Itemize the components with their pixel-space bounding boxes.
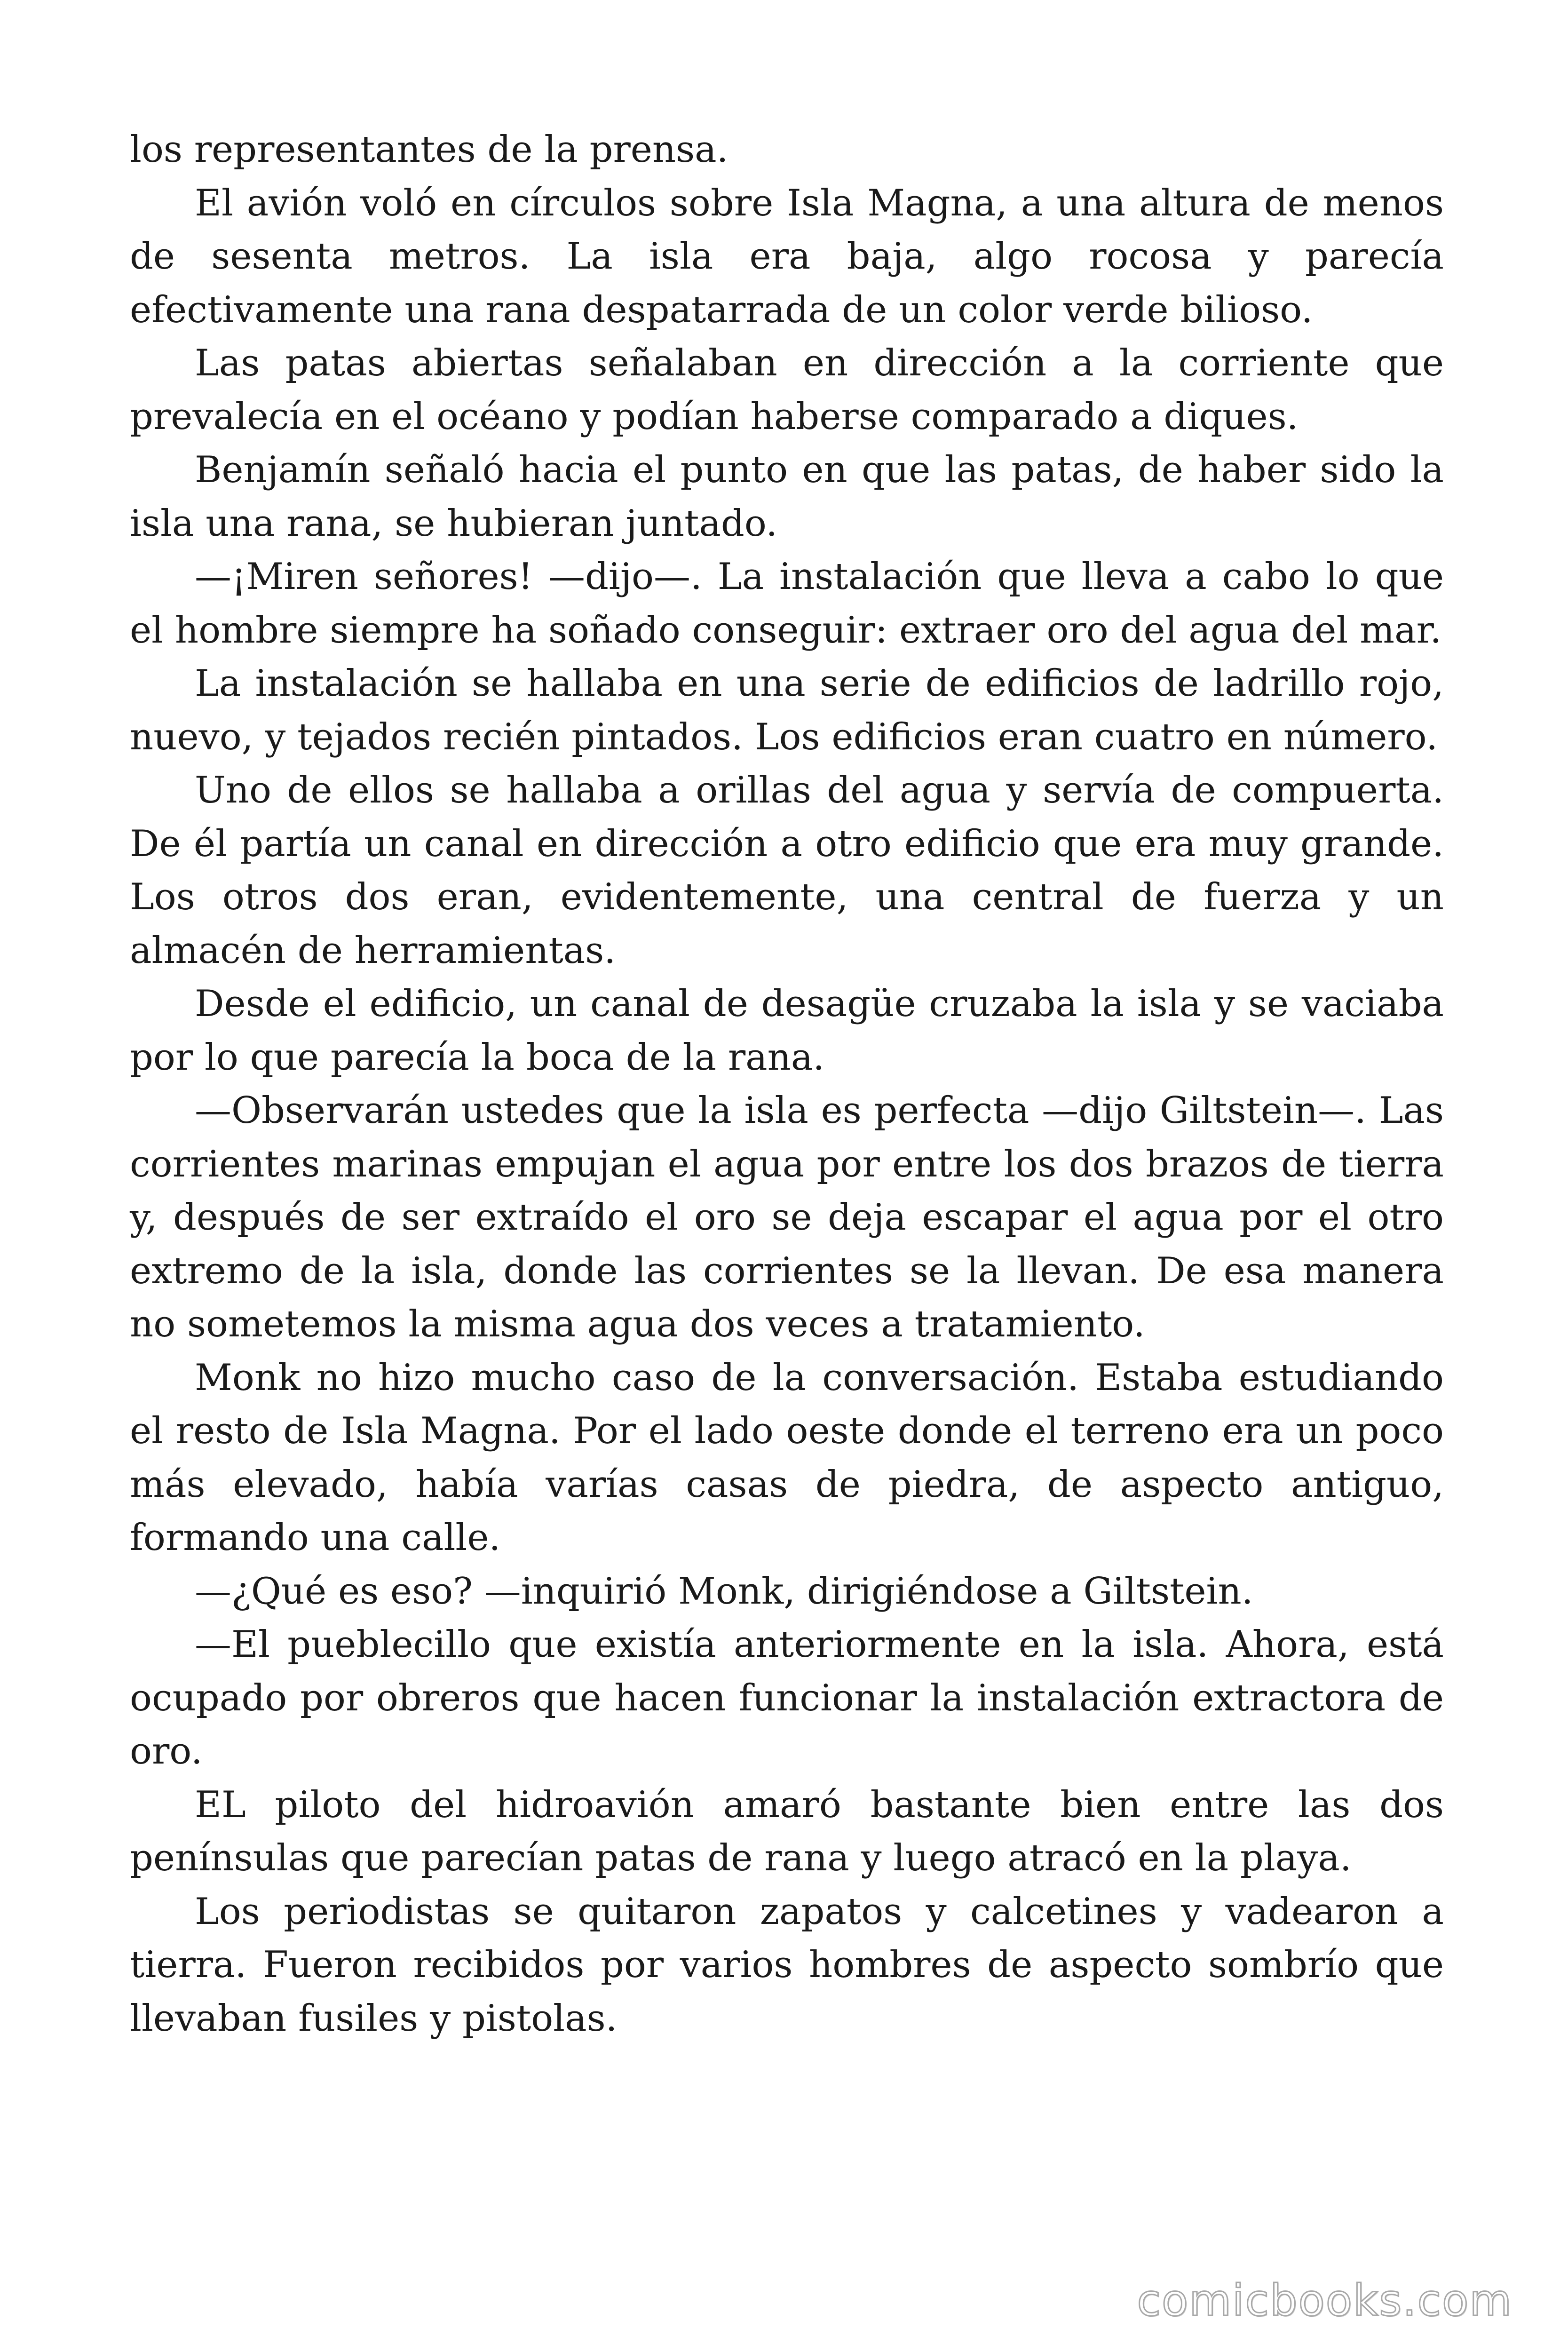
- paragraph-6: La instalación se hallaba en una serie de edificios de ladrillo rojo, nuevo, y tejados recién pintados. Los edificios eran cuatro en número.: [130, 662, 1444, 758]
- paragraph-9: —Observarán ustedes que la isla es perfecta —dijo Giltstein—. Las corrientes marinas empujan el agua por entre los dos brazos de tierra y, después de ser extraído el oro se deja escapar el agua por el otro extremo de la isla, donde las corrientes se la llevan. De esa manera no sometemos la misma agua dos veces a tratamiento.: [130, 1089, 1444, 1345]
- paragraph-12: —El pueblecillo que existía anteriormente en la isla. Ahora, está ocupado por obreros que hacen funcionar la instalación extractora de oro.: [130, 1623, 1444, 1772]
- paragraph-7: Uno de ellos se hallaba a orillas del agua y servía de compuerta. De él partía un canal en dirección a otro edificio que era muy grande. Los otros dos eran, evidentemente, una central de fuerza y un almacén de herramientas.: [130, 769, 1444, 972]
- paragraph-4: Benjamín señaló hacia el punto en que las patas, de haber sido la isla una rana, se hubieran juntado.: [130, 449, 1444, 545]
- paragraph-11: —¿Qué es eso? —inquirió Monk, dirigiéndose a Giltstein.: [195, 1570, 1253, 1613]
- paragraph-14: Los periodistas se quitaron zapatos y calcetines y vadearon a tierra. Fueron recibidos por varios hombres de aspecto sombrío que llevaban fusiles y pistolas.: [130, 1890, 1444, 2040]
- paragraph-3: Las patas abiertas señalaban en dirección a la corriente que prevalecía en el océano y podían haberse comparado a diques.: [130, 342, 1444, 438]
- paragraph-10: Monk no hizo mucho caso de la conversación. Estaba estudiando el resto de Isla Magna. Por el lado oeste donde el terreno era un poco más elevado, había varías casas de piedra, de aspecto antiguo, formando una calle.: [130, 1356, 1444, 1559]
- paragraph-8: Desde el edificio, un canal de desagüe cruzaba la isla y se vaciaba por lo que parecía la boca de la rana.: [130, 983, 1444, 1079]
- watermark: comicbooks.com: [1137, 2275, 1513, 2326]
- paragraph-5: —¡Miren señores! —dijo—. La instalación que lleva a cabo lo que el hombre siempre ha soñado conseguir: extraer oro del agua del mar.: [130, 556, 1444, 652]
- paragraph-13: EL piloto del hidroavión amaró bastante bien entre las dos penínsulas que parecían patas de rana y luego atracó en la playa.: [130, 1783, 1444, 1879]
- page-body: [130, 123, 1444, 2045]
- paragraph-2: El avión voló en círculos sobre Isla Magna, a una altura de menos de sesenta metros. La isla era baja, algo rocosa y parecía efectivamente una rana despatarrada de un color verde bilioso.: [130, 182, 1444, 331]
- paragraph-1: los representantes de la prensa.: [130, 128, 729, 171]
